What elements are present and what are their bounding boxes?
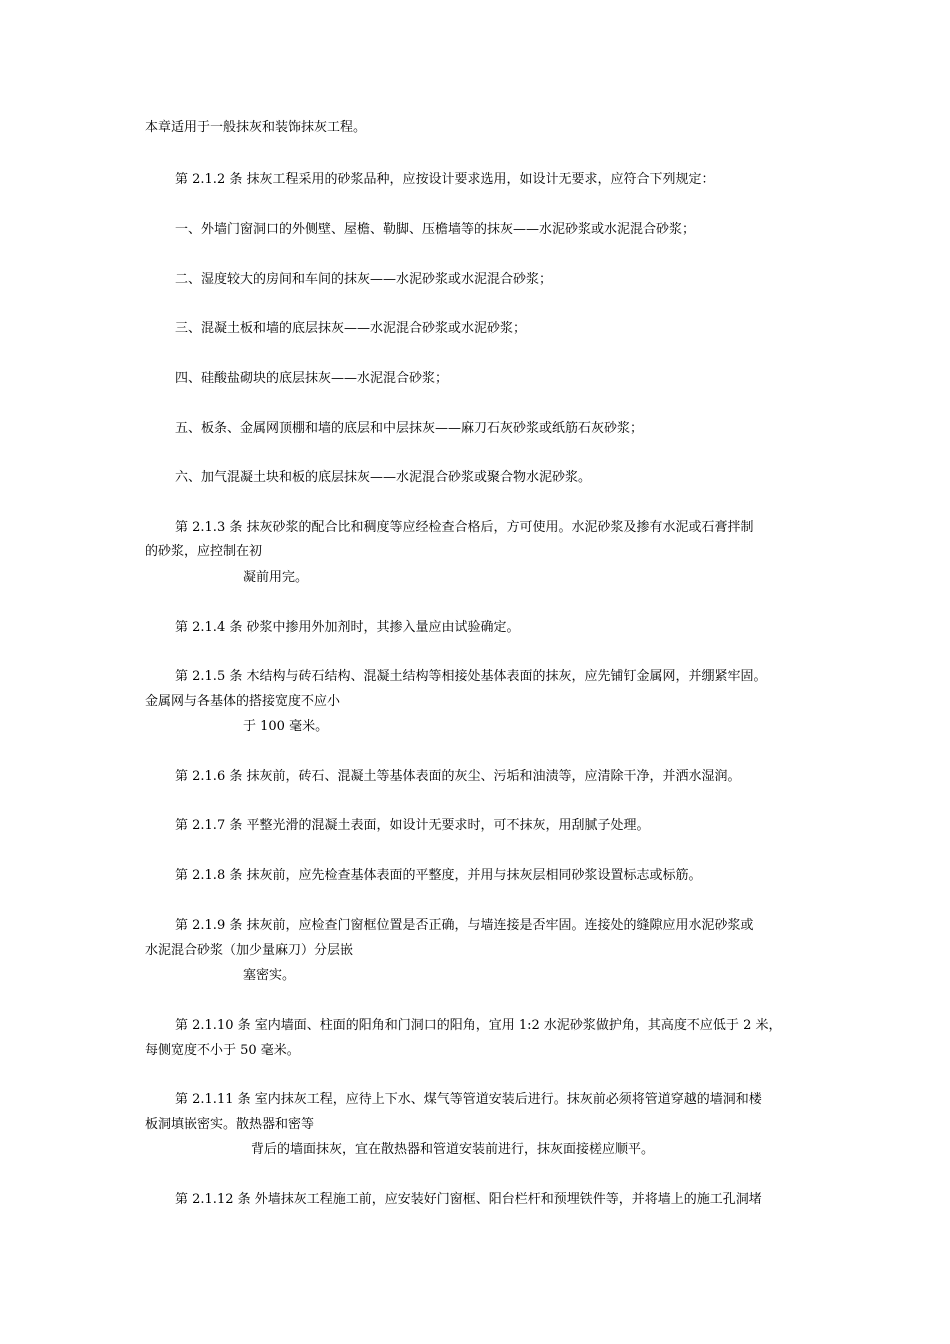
text-line-clause-2-1-4: 第 2.1.4 条 砂浆中掺用外加剂时，其掺入量应由试验确定。	[175, 620, 520, 635]
text-line-clause-2-1-9: 第 2.1.9 条 抹灰前，应检查门窗框位置是否正确，与墙连接是否牢固。连接处的缝隙应用水泥砂浆或	[175, 918, 754, 933]
text-line-clause-2-1-9-end: 塞密实。	[243, 968, 296, 983]
text-line-clause-2-1-7: 第 2.1.7 条 平整光滑的混凝土表面，如设计无要求时，可不抹灰，用刮腻子处理。	[175, 818, 650, 833]
text-line-clause-2-1-8: 第 2.1.8 条 抹灰前，应先检查基体表面的平整度，并用与抹灰层相同砂浆设置标志或标筋。	[175, 868, 702, 883]
text-line-clause-2-1-5: 第 2.1.5 条 木结构与砖石结构、混凝土结构等相接处基体表面的抹灰，应先铺钉金属网，并绷紧牢固。	[175, 669, 767, 684]
text-line-clause-2-1-12: 第 2.1.12 条 外墙抹灰工程施工前，应安装好门窗框、阳台栏杆和预埋铁件等，并将墙上的施工孔洞堵	[175, 1192, 762, 1207]
text-line-item-2: 二、湿度较大的房间和车间的抹灰——水泥砂浆或水泥混合砂浆；	[175, 272, 553, 287]
text-line-scope: 本章适用于一般抹灰和装饰抹灰工程。	[145, 120, 367, 135]
text-line-clause-2-1-3-end: 凝前用完。	[243, 570, 309, 585]
text-line-item-1: 一、外墙门窗洞口的外侧壁、屋檐、勒脚、压檐墙等的抹灰——水泥砂浆或水泥混合砂浆；	[175, 222, 696, 237]
text-line-clause-2-1-11-end: 背后的墙面抹灰，宜在散热器和管道安装前进行，抹灰面接槎应顺平。	[251, 1142, 655, 1157]
text-line-item-5: 五、板条、金属网顶棚和墙的底层和中层抹灰——麻刀石灰砂浆或纸筋石灰砂浆；	[175, 421, 644, 436]
text-line-clause-2-1-3: 第 2.1.3 条 抹灰砂浆的配合比和稠度等应经检查合格后，方可使用。水泥砂浆及掺有水泥或石膏拌制	[175, 520, 754, 535]
text-line-clause-2-1-10-cont: 每侧宽度不小于 50 毫米。	[145, 1043, 300, 1058]
text-line-clause-2-1-11: 第 2.1.11 条 室内抹灰工程，应待上下水、煤气等管道安装后进行。抹灰前必须将管道穿越的墙洞和楼	[175, 1092, 762, 1107]
text-line-clause-2-1-5-cont: 金属网与各基体的搭接宽度不应小	[145, 694, 341, 709]
text-line-clause-2-1-5-end: 于 100 毫米。	[243, 719, 329, 734]
text-line-item-4: 四、硅酸盐砌块的底层抹灰——水泥混合砂浆；	[175, 371, 449, 386]
text-line-clause-2-1-10: 第 2.1.10 条 室内墙面、柱面的阳角和门洞口的阳角，宜用 1:2 水泥砂浆做护角，其高度不应低于 2 米，	[175, 1018, 782, 1033]
text-line-clause-2-1-3-cont: 的砂浆，应控制在初	[145, 544, 263, 559]
text-line-clause-2-1-6: 第 2.1.6 条 抹灰前，砖石、混凝土等基体表面的灰尘、污垢和油渍等，应清除干净，并洒水湿润。	[175, 769, 741, 784]
text-line-clause-2-1-9-cont: 水泥混合砂浆（加少量麻刀）分层嵌	[145, 943, 354, 958]
text-line-clause-2-1-11-cont: 板洞填嵌密实。散热器和密等	[145, 1117, 315, 1132]
text-line-clause-2-1-2: 第 2.1.2 条 抹灰工程采用的砂浆品种，应按设计要求选用，如设计无要求，应符合下列规定：	[175, 172, 715, 187]
text-line-item-3: 三、混凝土板和墙的底层抹灰——水泥混合砂浆或水泥砂浆；	[175, 321, 527, 336]
text-line-item-6: 六、加气混凝土块和板的底层抹灰——水泥混合砂浆或聚合物水泥砂浆。	[175, 470, 592, 485]
